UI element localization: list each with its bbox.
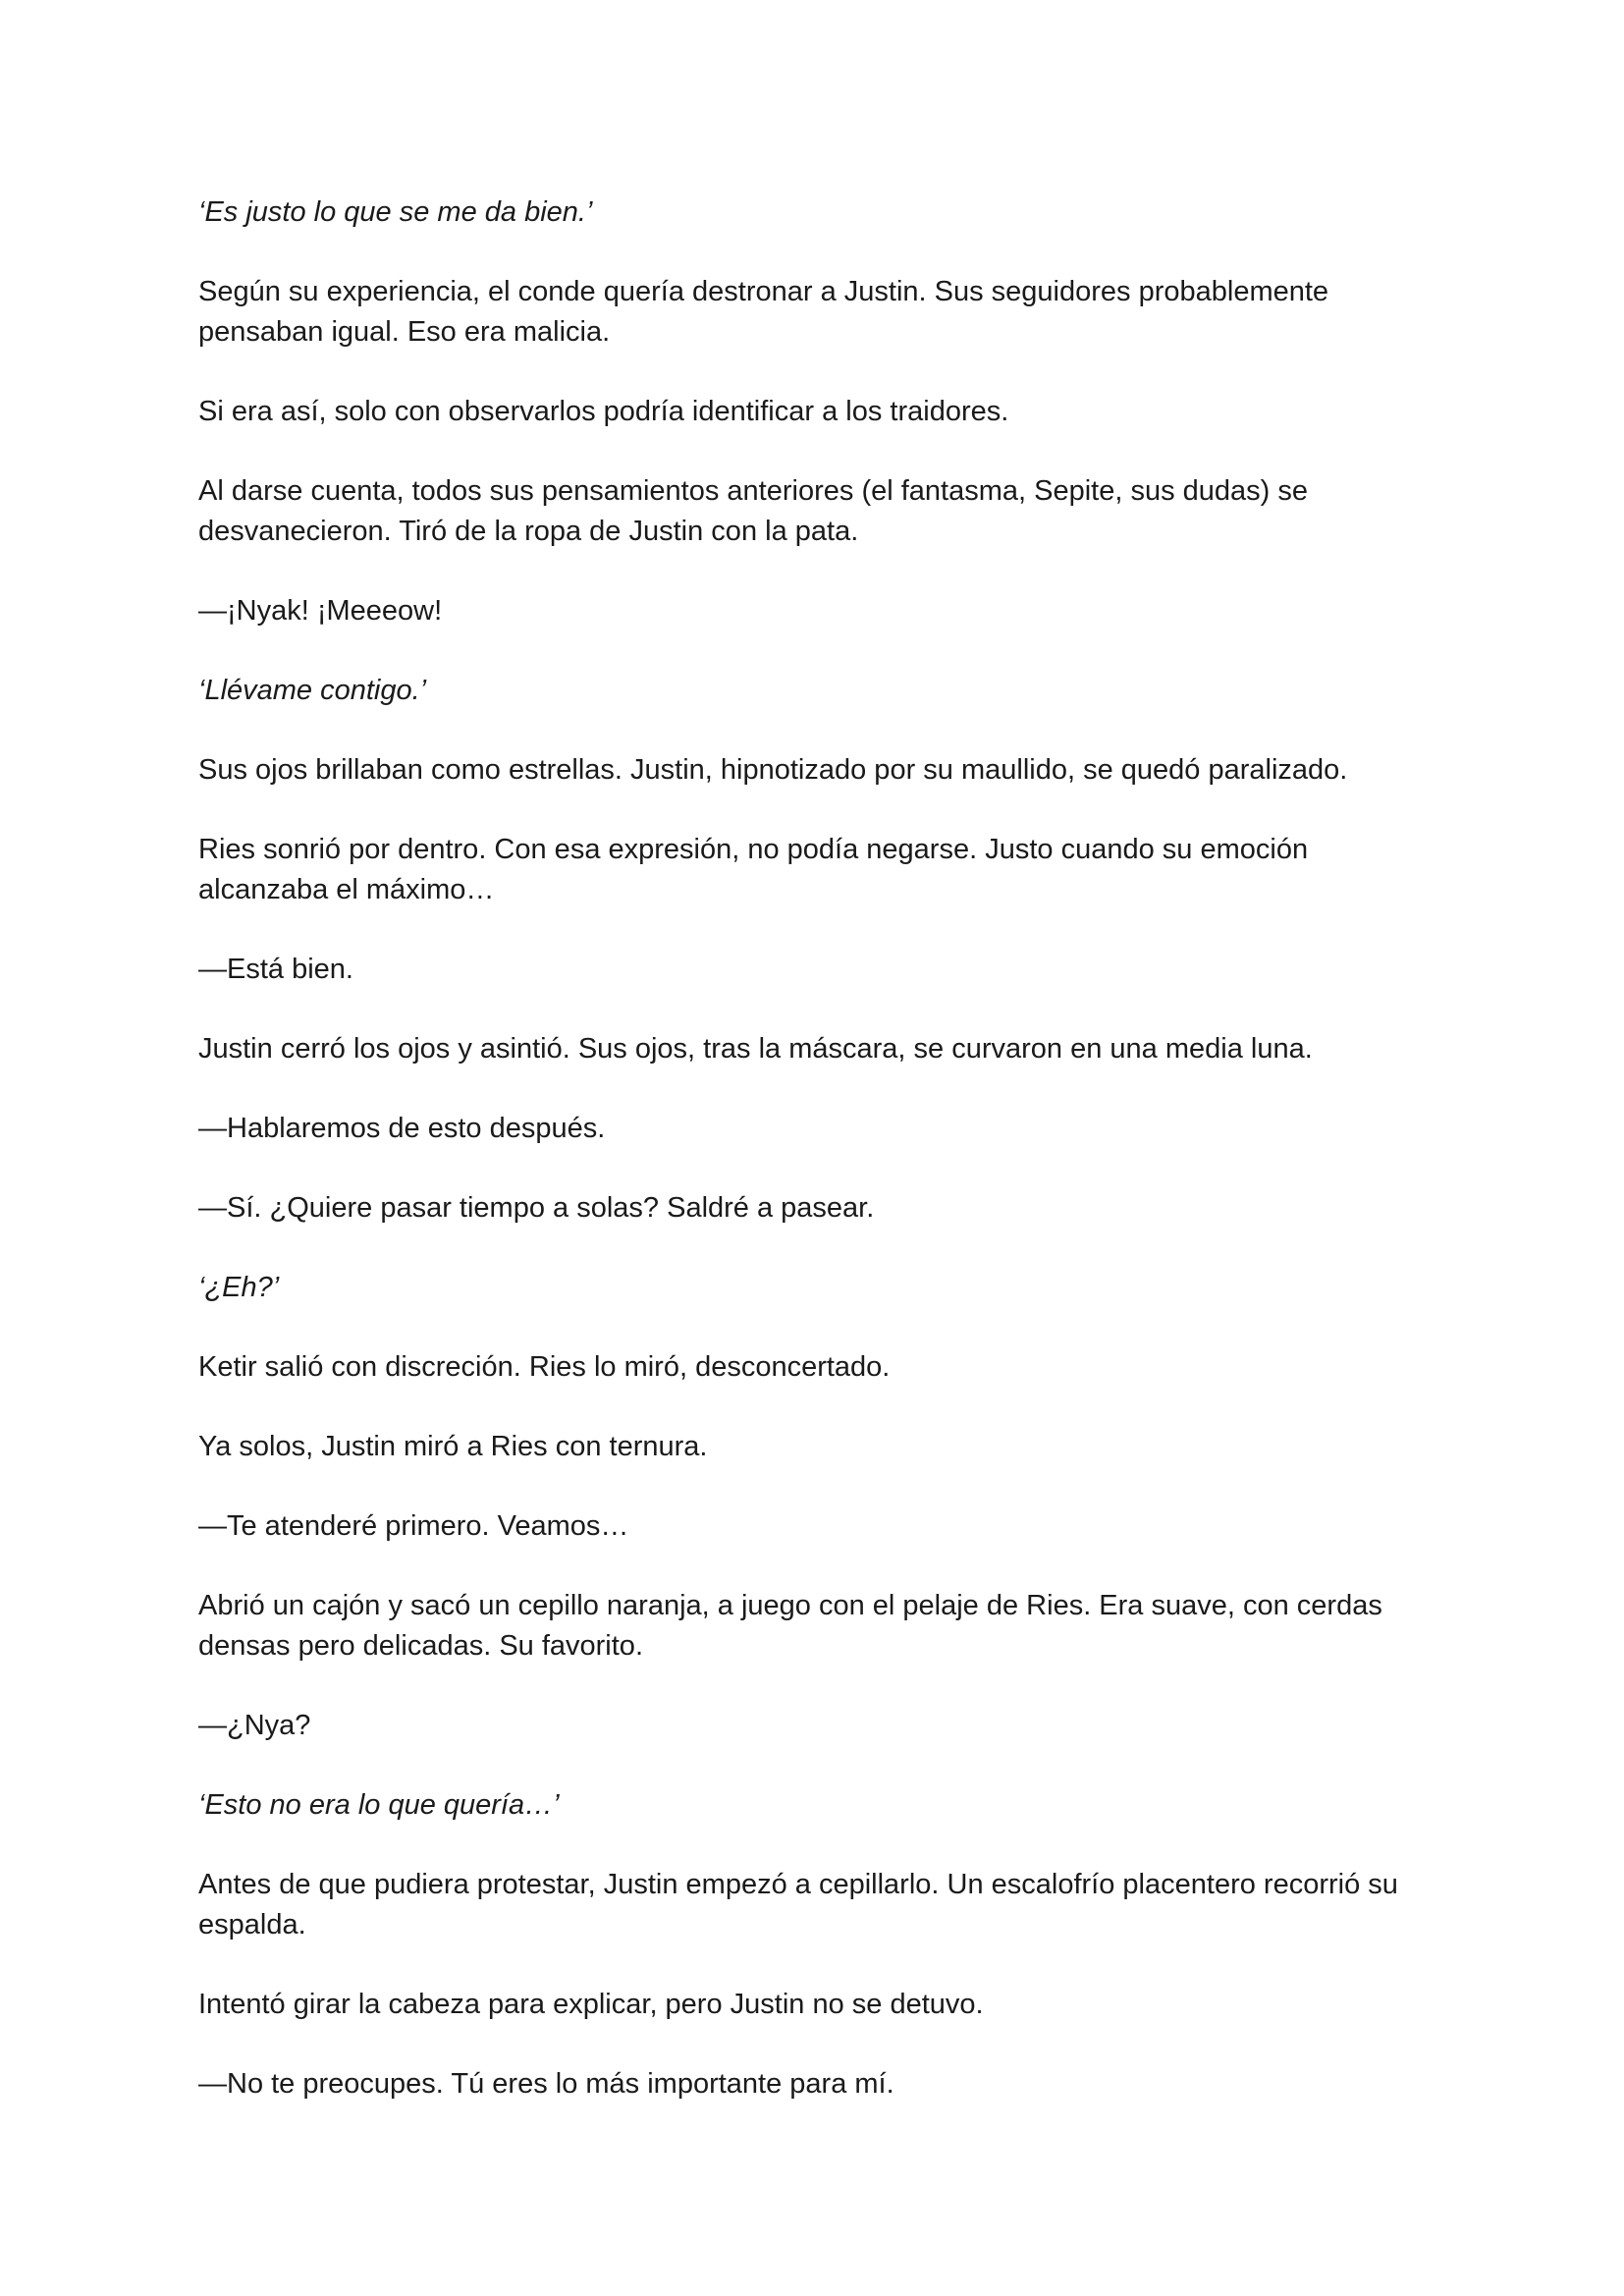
paragraph: Intentó girar la cabeza para explicar, pero Justin no se detuvo.	[198, 1989, 984, 2020]
paragraph: Sus ojos brillaban como estrellas. Justin, hipnotizado por su maullido, se quedó paralizado.	[198, 754, 1348, 786]
italic-paragraph: ‘Es justo lo que se me da bien.’	[198, 196, 593, 228]
paragraph: —Está bien.	[198, 954, 353, 985]
italic-paragraph: ‘¿Eh?’	[198, 1272, 280, 1303]
italic-paragraph: ‘Esto no era lo que quería…’	[198, 1789, 560, 1821]
paragraph: Ries sonrió por dentro. Con esa expresión, no podía negarse. Justo cuando su emoción alcanzaba el máximo…	[198, 834, 1309, 905]
italic-paragraph: ‘Llévame contigo.’	[198, 675, 427, 706]
paragraph: Ya solos, Justin miró a Ries con ternura.	[198, 1431, 708, 1462]
paragraph: —Te atenderé primero. Veamos…	[198, 1510, 629, 1542]
paragraph: —¿Nya?	[198, 1710, 311, 1741]
paragraph: Según su experiencia, el conde quería destronar a Justin. Sus seguidores probablemente pensaban igual. Eso era malicia.	[198, 276, 1329, 348]
document-body	[198, 192, 1445, 2144]
paragraph: Abrió un cajón y sacó un cepillo naranja, a juego con el pelaje de Ries. Era suave, con cerdas densas pero delicadas. Su favorito.	[198, 1590, 1382, 1662]
paragraph: Al darse cuenta, todos sus pensamientos anteriores (el fantasma, Sepite, sus dudas) se desvanecieron. Tiró de la ropa de Justin con la pata.	[198, 475, 1309, 547]
paragraph: —¡Nyak! ¡Meeeow!	[198, 595, 443, 627]
paragraph: Justin cerró los ojos y asintió. Sus ojos, tras la máscara, se curvaron en una media luna.	[198, 1033, 1313, 1065]
paragraph: Antes de que pudiera protestar, Justin empezó a cepillarlo. Un escalofrío placentero recorrió su espalda.	[198, 1869, 1398, 1941]
paragraph: Si era así, solo con observarlos podría identificar a los traidores.	[198, 396, 1009, 427]
paragraph: —Sí. ¿Quiere pasar tiempo a solas? Saldré a pasear.	[198, 1192, 875, 1224]
paragraph: —No te preocupes. Tú eres lo más importante para mí.	[198, 2068, 894, 2100]
paragraph: Ketir salió con discreción. Ries lo miró, desconcertado.	[198, 1351, 891, 1383]
paragraph: —Hablaremos de esto después.	[198, 1113, 606, 1144]
